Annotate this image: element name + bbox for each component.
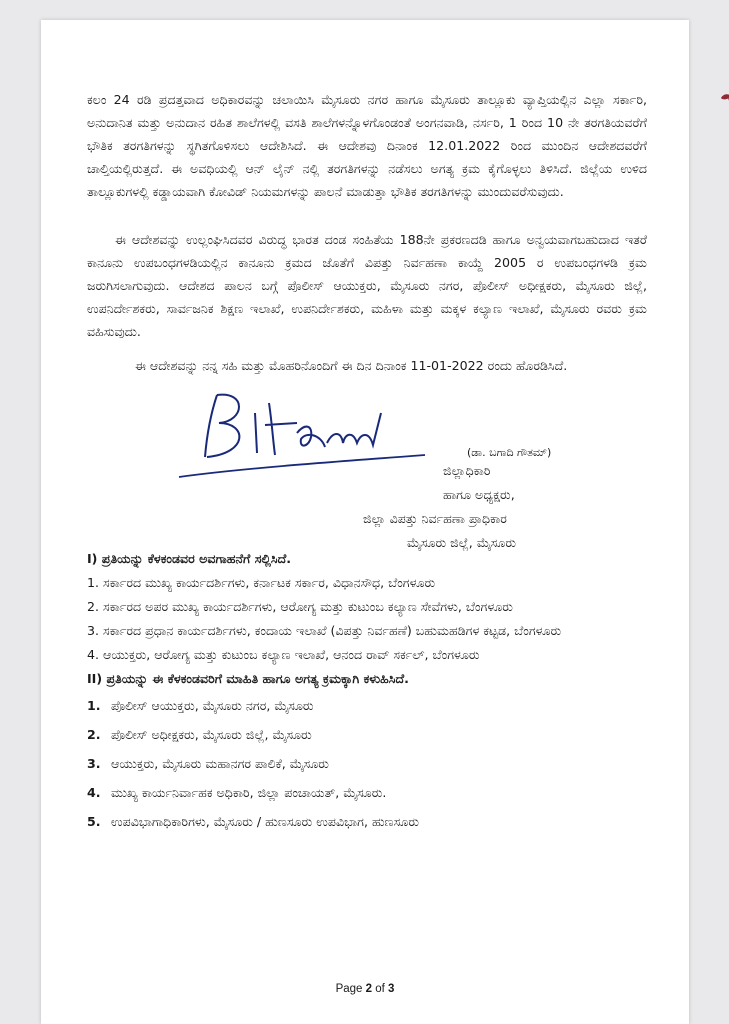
copy-to-list-info [87, 547, 647, 691]
copy-info-heading: I) ಪ್ರತಿಯನ್ನು ಕೆಳಕಂಡವರ ಅವಗಾಹನೆಗೆ ಸಲ್ಲಿಸಿದೆ. [87, 551, 292, 566]
page-number: Page 2 of 3 [335, 983, 395, 995]
list-item: 3. ಸರ್ಕಾರದ ಪ್ರಧಾನ ಕಾರ್ಯದರ್ಶಿಗಳು, ಕಂದಾಯ ಇಲಾಖೆ (ವಿಪತ್ತು ನಿರ್ವಹಣೆ) ಬಹುಮಹಡಿಗಳ ಕಟ್ಟಡ, ಬೆಂಗಳೂರು [87, 623, 562, 638]
copy-action-heading: II) ಪ್ರತಿಯನ್ನು ಈ ಕೆಳಕಂಡವರಿಗೆ ಮಾಹಿತಿ ಹಾಗೂ ಅಗತ್ಯ ಕ್ರಮಕ್ಕಾಗಿ ಕಳುಹಿಸಿದೆ. [87, 671, 409, 686]
designation-line-1: ಜಿಲ್ಲಾಧಿಕಾರಿ [443, 463, 491, 478]
list-item: 4. ಮುಖ್ಯ ಕಾರ್ಯನಿರ್ವಾಹಕ ಅಧಿಕಾರಿ, ಜಿಲ್ಲಾ ಪಂಚಾಯತ್, ಮೈಸೂರು. [87, 785, 387, 800]
copy-to-list-action [87, 691, 647, 836]
handwritten-signature [177, 373, 427, 483]
list-item: 1. ಸರ್ಕಾರದ ಮುಖ್ಯ ಕಾರ್ಯದರ್ಶಿಗಳು, ಕರ್ನಾಟಕ ಸರ್ಕಾರ, ವಿಧಾನಸೌಧ, ಬೆಂಗಳೂರು [87, 575, 436, 590]
order-paragraph-2: ಈ ಆದೇಶವನ್ನು ಉಲ್ಲಂಘಿಸಿದವರ ವಿರುದ್ಧ ಭಾರತ ದಂಡ ಸಂಹಿತೆಯ 188ನೇ ಪ್ರಕರಣದಡಿ ಹಾಗೂ ಅನ್ವಯವಾಗಬಹುದಾದ ಇತರೆ ಕಾನೂನು ಉಪಬಂಧಗಳಡಿಯಲ್ಲಿನ ಕಾನೂನು ಕ್ರಮದ ಜೊತೆಗೆ ವಿಪತ್ತು ನಿರ್ವಹಣಾ ಕಾಯ್ದೆ 2005 ರ ಉಪಬಂಧಗಳಡಿ ಕ್ರಮ ಜರುಗಿಸಲಾಗುವುದು. ಆದೇಶದ ಪಾಲನ ಬಗ್ಗೆ ಪೊಲೀಸ್ ಆಯುಕ್ತರು, ಮೈಸೂರು ನಗರ, ಪೊಲೀಸ್ ಅಧೀಕ್ಷಕರು, ಮೈಸೂರು ಜಿಲ್ಲೆ, ಉಪನಿರ್ದೇಶಕರು, ಸಾರ್ವಜನಿಕ ಶಿಕ್ಷಣ ಇಲಾಖೆ, ಉಪನಿರ್ದೇಶಕರು, ಮಹಿಳಾ ಮತ್ತು ಮಕ್ಕಳ ಕಲ್ಯಾಣ ಇಲಾಖೆ, ಮೈಸೂರು ರವರು ಕ್ರಮ ವಹಿಸುವುದು. [87, 232, 647, 339]
list-item: 3. ಆಯುಕ್ತರು, ಮೈಸೂರು ಮಹಾನಗರ ಪಾಲಿಕೆ, ಮೈಸೂರು [87, 756, 329, 771]
document-page [41, 20, 689, 1024]
signatory-name: (ಡಾ. ಬಗಾದಿ ಗೌತಮ್) [467, 446, 552, 459]
order-issue-statement: ಈ ಆದೇಶವನ್ನು ನನ್ನ ಸಹಿ ಮತ್ತು ಮೊಹರಿನೊಂದಿಗೆ ಈ ದಿನ ದಿನಾಂಕ 11-01-2022 ರಂದು ಹೊರಡಿಸಿದೆ. [135, 358, 568, 373]
designation-line-3: ಜಿಲ್ಲಾ ವಿಪತ್ತು ನಿರ್ವಹಣಾ ಪ್ರಾಧಿಕಾರ [363, 511, 507, 526]
list-item: 1. ಪೊಲೀಸ್ ಆಯುಕ್ತರು, ಮೈಸೂರು ನಗರ, ಮೈಸೂರು [87, 698, 314, 713]
list-item: 2. ಸರ್ಕಾರದ ಅಪರ ಮುಖ್ಯ ಕಾರ್ಯದರ್ಶಿಗಳು, ಆರೋಗ್ಯ ಮತ್ತು ಕುಟುಂಬ ಕಲ್ಯಾಣ ಸೇವೆಗಳು, ಬೆಂಗಳೂರು [87, 599, 513, 614]
signature-block [87, 383, 647, 561]
list-item: 5. ಉಪವಿಭಾಗಾಧಿಕಾರಿಗಳು, ಮೈಸೂರು / ಹುಣಸೂರು ಉಪವಿಭಾಗ, ಹುಣಸೂರು [87, 814, 419, 829]
signatory-designation [363, 459, 516, 555]
document-body [87, 88, 647, 836]
order-paragraph-1: ಕಲಂ 24 ರಡಿ ಪ್ರದತ್ತವಾದ ಅಧಿಕಾರವನ್ನು ಚಲಾಯಿಸಿ ಮೈಸೂರು ನಗರ ಹಾಗೂ ಮೈಸೂರು ತಾಲ್ಲೂಕು ವ್ಯಾಪ್ತಿಯಲ್ಲಿನ ಎಲ್ಲಾ ಸರ್ಕಾರಿ, ಅನುದಾನಿತ ಮತ್ತು ಅನುದಾನ ರಹಿತ ಶಾಲೆಗಳಲ್ಲಿ ವಸತಿ ಶಾಲೆಗಳನ್ನೊಳಗೊಂಡಂತೆ ಅಂಗನವಾಡಿ, ನರ್ಸರಿ, 1 ರಿಂದ 10 ನೇ ತರಗತಿಯವರೆಗೆ ಭೌತಿಕ ತರಗತಿಗಳನ್ನು ಸ್ಥಗಿತಗೊಳಿಸಲು ಆದೇಶಿಸಿದೆ. ಈ ಆದೇಶವು ದಿನಾಂಕ 12.01.2022 ರಿಂದ ಮುಂದಿನ ಆದೇಶದವರೆಗೆ ಚಾಲ್ತಿಯಲ್ಲಿರುತ್ತದೆ. ಈ ಅವಧಿಯಲ್ಲಿ ಆನ್ ಲೈನ್ ನಲ್ಲಿ ತರಗತಿಗಳನ್ನು ನಡೆಸಲು ಅಗತ್ಯ ಕ್ರಮ ಕೈಗೊಳ್ಳಲು ತಿಳಿಸಿದೆ. ಜಿಲ್ಲೆಯ ಉಳಿದ ತಾಲ್ಲೂಕುಗಳಲ್ಲಿ ಕಡ್ಡಾಯವಾಗಿ ಕೋವಿಡ್ ನಿಯಮಗಳನ್ನು ಪಾಲನೆ ಮಾಡುತ್ತಾ ಭೌತಿಕ ತರಗತಿಗಳನ್ನು ಮುಂದುವರೆಸುವುದು. [87, 92, 647, 199]
list-item: 4. ಆಯುಕ್ತರು, ಆರೋಗ್ಯ ಮತ್ತು ಕುಟುಂಬ ಕಲ್ಯಾಣ ಇಲಾಖೆ, ಆನಂದ ರಾವ್ ಸರ್ಕಲ್, ಬೆಂಗಳೂರು [87, 647, 480, 662]
designation-line-4: ಮೈಸೂರು ಜಿಲ್ಲೆ, ಮೈಸೂರು [407, 535, 516, 550]
red-ink-mark [719, 90, 729, 104]
designation-line-2: ಹಾಗೂ ಅಧ್ಯಕ್ಷರು, [443, 487, 515, 502]
list-item: 2. ಪೊಲೀಸ್ ಅಧೀಕ್ಷಕರು, ಮೈಸೂರು ಜಿಲ್ಲೆ, ಮೈಸೂರು [87, 727, 312, 742]
